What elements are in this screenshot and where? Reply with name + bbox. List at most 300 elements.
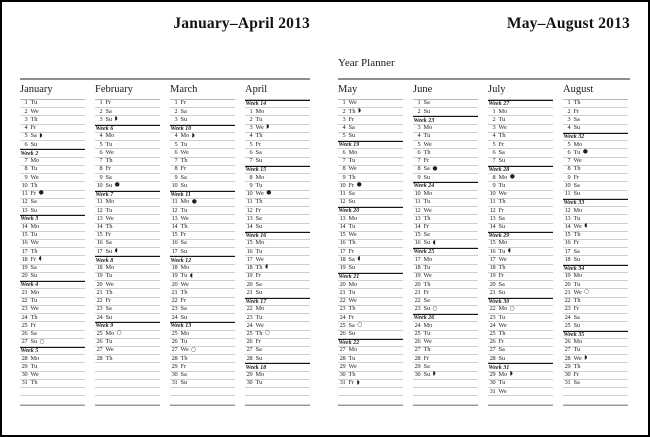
weekday-label: Su xyxy=(255,222,263,230)
day-row xyxy=(170,108,235,116)
day-number: 13 xyxy=(246,214,253,222)
day-number: 9 xyxy=(99,173,103,181)
weekday-label: We xyxy=(423,140,432,148)
day-number: 21 xyxy=(414,288,421,296)
day-row xyxy=(245,265,310,273)
day-number: 22 xyxy=(564,297,571,305)
day-row xyxy=(488,174,553,182)
weekday-label: Mo xyxy=(348,214,358,222)
weekday-label: Mo xyxy=(423,255,433,263)
weekday-label: Fr xyxy=(30,321,37,329)
day-number: 1 xyxy=(249,107,253,115)
day-number: 3 xyxy=(249,124,253,132)
weekday-label: Su xyxy=(255,354,263,362)
day-row xyxy=(95,182,160,190)
day-number: 17 xyxy=(21,247,28,255)
week-number-label: Week 16 xyxy=(245,232,267,239)
week-number-label: Week 30 xyxy=(488,298,510,305)
day-row xyxy=(245,322,310,330)
day-row xyxy=(338,265,403,273)
day-row xyxy=(488,372,553,380)
day-row xyxy=(95,265,160,273)
day-number: 24 xyxy=(246,321,253,329)
weekday-label: Fr xyxy=(105,297,112,305)
day-number: 23 xyxy=(171,305,178,313)
weekday-label: Sa xyxy=(180,239,187,247)
day-number: 31 xyxy=(339,379,346,387)
month-rows xyxy=(338,100,403,406)
day-number: 17 xyxy=(246,255,253,263)
day-row xyxy=(95,273,160,281)
day-row xyxy=(95,108,160,116)
day-number: 4 xyxy=(174,132,178,140)
week-number-label: Week 2 xyxy=(20,150,39,157)
day-row xyxy=(338,380,403,388)
empty-row xyxy=(488,396,553,404)
day-row xyxy=(338,158,403,166)
day-row xyxy=(413,322,478,330)
weekday-label: Su xyxy=(423,305,431,313)
day-number: 8 xyxy=(174,165,178,173)
empty-row xyxy=(95,372,160,380)
day-row xyxy=(338,363,403,371)
weekday-label: Th xyxy=(105,354,113,362)
day-row xyxy=(170,149,235,157)
weekday-label: Fr xyxy=(180,165,187,173)
day-number: 21 xyxy=(246,288,253,296)
week-number-label: Week 3 xyxy=(20,216,39,223)
day-number: 29 xyxy=(564,362,571,370)
week-number-label: Week 11 xyxy=(170,191,191,198)
day-row xyxy=(338,281,403,289)
day-number: 12 xyxy=(246,206,253,214)
week-number-row xyxy=(488,232,553,240)
day-row xyxy=(488,331,553,339)
weekday-label: Mo xyxy=(423,190,433,198)
day-row xyxy=(245,108,310,116)
day-number: 2 xyxy=(24,107,28,115)
day-number: 20 xyxy=(489,280,496,288)
weekday-label: Su xyxy=(423,371,431,379)
weekday-label: Sa xyxy=(498,214,505,222)
week-number-row xyxy=(488,298,553,306)
weekday-label: Sa xyxy=(255,346,262,354)
day-row xyxy=(95,199,160,207)
weekday-label: Fr xyxy=(180,362,187,370)
day-row xyxy=(170,331,235,339)
week-number-row xyxy=(95,191,160,199)
weekday-label: We xyxy=(105,148,114,156)
day-number: 8 xyxy=(417,165,421,173)
day-number: 21 xyxy=(489,288,496,296)
weekday-label: Fr xyxy=(573,173,580,181)
full-moon-icon: ○ xyxy=(116,330,122,337)
day-row xyxy=(245,125,310,133)
full-moon-icon: ○ xyxy=(357,322,363,329)
month-column-june xyxy=(413,80,478,406)
day-row xyxy=(413,273,478,281)
weekday-label: Fr xyxy=(498,206,505,214)
week-number-row xyxy=(338,273,403,281)
weekday-label: Su xyxy=(105,181,113,189)
day-row xyxy=(20,289,85,297)
day-number: 19 xyxy=(564,272,571,280)
weekday-label: Sa xyxy=(498,148,505,156)
weekday-label: Fr xyxy=(105,99,112,107)
full-moon-icon: ○ xyxy=(39,338,45,345)
weekday-label: We xyxy=(498,190,507,198)
weekday-label: Fr xyxy=(255,272,262,280)
day-number: 29 xyxy=(339,362,346,370)
day-number: 5 xyxy=(342,132,346,140)
weekday-label: Su xyxy=(423,173,431,181)
weekday-label: Fr xyxy=(348,247,355,255)
weekday-label: We xyxy=(180,148,189,156)
day-number: 13 xyxy=(21,206,28,214)
empty-row xyxy=(413,388,478,396)
day-number: 18 xyxy=(171,264,178,272)
weekday-label: Mo xyxy=(498,305,508,313)
day-number: 24 xyxy=(21,313,28,321)
day-number: 12 xyxy=(339,198,346,206)
weekday-label: Tu xyxy=(423,198,431,206)
day-row xyxy=(170,372,235,380)
week-number-row xyxy=(488,363,553,371)
week-number-label: Week 26 xyxy=(413,315,435,322)
day-number: 1 xyxy=(417,99,421,107)
weekday-label: Fr xyxy=(180,99,187,107)
week-number-row xyxy=(245,166,310,174)
day-row xyxy=(170,380,235,388)
day-row xyxy=(20,224,85,232)
day-number: 14 xyxy=(339,222,346,230)
day-row xyxy=(170,199,235,207)
weekday-label: Sa xyxy=(423,297,430,305)
weekday-label: Su xyxy=(573,255,581,263)
day-row xyxy=(413,265,478,273)
day-row xyxy=(488,224,553,232)
day-number: 10 xyxy=(171,181,178,189)
weekday-label: We xyxy=(348,165,357,173)
day-row xyxy=(488,265,553,273)
day-row xyxy=(20,141,85,149)
day-row xyxy=(563,215,628,223)
weekday-label: Tu xyxy=(30,165,38,173)
weekday-label: Tu xyxy=(105,272,113,280)
day-number: 21 xyxy=(339,288,346,296)
day-row xyxy=(170,100,235,108)
weekday-label: Mo xyxy=(105,132,115,140)
weekday-label: Th xyxy=(30,379,38,387)
day-number: 13 xyxy=(96,214,103,222)
week-number-row xyxy=(95,322,160,330)
day-row xyxy=(245,199,310,207)
months-grid xyxy=(20,80,310,406)
weekday-label: Th xyxy=(423,214,431,222)
day-number: 14 xyxy=(564,222,571,230)
day-row xyxy=(413,240,478,248)
day-row xyxy=(413,207,478,215)
week-number-row xyxy=(20,215,85,223)
full-moon-icon: ○ xyxy=(265,330,271,337)
day-number: 14 xyxy=(96,222,103,230)
day-number: 11 xyxy=(21,190,28,198)
weekday-label: Tu xyxy=(423,264,431,272)
day-row xyxy=(20,256,85,264)
day-row xyxy=(95,248,160,256)
day-row xyxy=(563,314,628,322)
day-number: 20 xyxy=(339,280,346,288)
day-number: 22 xyxy=(96,297,103,305)
day-row xyxy=(563,289,628,297)
day-row xyxy=(413,174,478,182)
day-row xyxy=(170,355,235,363)
last-quarter-moon-icon: ◗ xyxy=(114,116,118,123)
weekday-label: Th xyxy=(498,264,506,272)
weekday-label: Su xyxy=(180,313,188,321)
weekday-label: Th xyxy=(255,132,263,140)
day-row xyxy=(95,207,160,215)
left-page xyxy=(20,0,310,437)
day-row xyxy=(20,265,85,273)
day-row xyxy=(488,240,553,248)
week-number-row xyxy=(488,166,553,174)
weekday-label: Fr xyxy=(498,338,505,346)
month-name: March xyxy=(170,80,235,100)
day-row xyxy=(170,232,235,240)
page-title: May–August 2013 xyxy=(506,15,630,32)
weekday-label: Su xyxy=(105,115,113,123)
weekday-label: Tu xyxy=(498,313,506,321)
weekday-label: Su xyxy=(30,140,38,148)
day-row xyxy=(170,215,235,223)
day-row xyxy=(413,298,478,306)
weekday-label: Su xyxy=(30,206,38,214)
day-row xyxy=(245,141,310,149)
day-number: 23 xyxy=(339,305,346,313)
week-number-row xyxy=(245,232,310,240)
day-number: 19 xyxy=(414,272,421,280)
day-number: 22 xyxy=(21,297,28,305)
day-number: 24 xyxy=(171,313,178,321)
day-number: 27 xyxy=(21,338,28,346)
weekday-label: Mo xyxy=(180,132,190,140)
weekday-label: Sa xyxy=(573,247,580,255)
day-number: 9 xyxy=(249,181,253,189)
weekday-label: Tu xyxy=(348,157,356,165)
weekday-label: Th xyxy=(255,198,263,206)
weekday-label: Mo xyxy=(498,173,508,181)
day-number: 4 xyxy=(567,124,571,132)
day-number: 17 xyxy=(564,247,571,255)
day-number: 19 xyxy=(96,272,103,280)
week-number-label: Week 4 xyxy=(20,282,39,289)
weekday-label: We xyxy=(348,99,357,107)
week-number-row xyxy=(20,281,85,289)
day-row xyxy=(20,232,85,240)
day-number: 3 xyxy=(174,115,178,123)
day-row xyxy=(95,306,160,314)
weekday-label: Mo xyxy=(348,280,358,288)
last-quarter-moon-icon: ◗ xyxy=(191,132,195,139)
weekday-label: Th xyxy=(180,354,188,362)
day-number: 16 xyxy=(414,239,421,247)
day-row xyxy=(413,281,478,289)
day-row xyxy=(563,125,628,133)
weekday-label: Mo xyxy=(498,107,508,115)
weekday-label: We xyxy=(573,157,582,165)
weekday-label: Su xyxy=(423,239,431,247)
day-number: 27 xyxy=(339,346,346,354)
weekday-label: Tu xyxy=(105,338,113,346)
first-quarter-moon-icon: ◖ xyxy=(265,264,269,271)
day-number: 11 xyxy=(489,198,496,206)
day-row xyxy=(245,116,310,124)
weekday-label: Tu xyxy=(255,379,263,387)
day-number: 8 xyxy=(342,165,346,173)
week-number-row xyxy=(413,116,478,124)
day-row xyxy=(95,232,160,240)
day-number: 18 xyxy=(339,255,346,263)
weekday-label: Tu xyxy=(423,132,431,140)
day-number: 16 xyxy=(171,239,178,247)
day-number: 4 xyxy=(24,124,28,132)
day-number: 25 xyxy=(171,330,178,338)
day-number: 6 xyxy=(417,148,421,156)
weekday-label: We xyxy=(498,321,507,329)
day-number: 21 xyxy=(171,288,178,296)
day-number: 31 xyxy=(171,379,178,387)
day-number: 9 xyxy=(342,173,346,181)
weekday-label: Su xyxy=(498,157,506,165)
weekday-label: Su xyxy=(348,132,356,140)
day-row xyxy=(20,133,85,141)
weekday-label: Sa xyxy=(423,165,430,173)
day-row xyxy=(20,372,85,380)
day-row xyxy=(170,207,235,215)
day-number: 2 xyxy=(174,107,178,115)
weekday-label: Th xyxy=(498,132,506,140)
day-row xyxy=(563,372,628,380)
day-row xyxy=(488,322,553,330)
day-number: 19 xyxy=(339,264,346,272)
weekday-label: Sa xyxy=(348,321,355,329)
weekday-label: Th xyxy=(180,288,188,296)
day-number: 3 xyxy=(417,124,421,132)
day-number: 29 xyxy=(21,362,28,370)
day-number: 26 xyxy=(171,338,178,346)
weekday-label: Tu xyxy=(30,231,38,239)
day-row xyxy=(95,149,160,157)
weekday-label: Th xyxy=(348,173,356,181)
weekday-label: Mo xyxy=(348,148,358,156)
weekday-label: Su xyxy=(498,288,506,296)
day-number: 20 xyxy=(96,280,103,288)
day-number: 1 xyxy=(567,99,571,107)
day-row xyxy=(338,174,403,182)
weekday-label: Tu xyxy=(498,379,506,387)
day-number: 16 xyxy=(96,239,103,247)
day-row xyxy=(488,141,553,149)
weekday-label: Fr xyxy=(423,222,430,230)
week-number-row xyxy=(413,314,478,322)
weekday-label: Fr xyxy=(30,124,37,132)
day-row xyxy=(95,166,160,174)
new-moon-icon: ● xyxy=(38,190,44,197)
day-row xyxy=(563,380,628,388)
weekday-label: Tu xyxy=(348,354,356,362)
day-row xyxy=(95,100,160,108)
day-row xyxy=(170,306,235,314)
day-number: 18 xyxy=(489,264,496,272)
day-number: 7 xyxy=(99,157,103,165)
weekday-label: Fr xyxy=(30,190,37,198)
day-number: 27 xyxy=(564,346,571,354)
day-number: 24 xyxy=(489,321,496,329)
day-number: 1 xyxy=(99,99,103,107)
weekday-label: Tu xyxy=(30,99,38,107)
day-number: 6 xyxy=(174,148,178,156)
weekday-label: We xyxy=(30,371,39,379)
weekday-label: Fr xyxy=(180,231,187,239)
day-row xyxy=(413,166,478,174)
weekday-label: Th xyxy=(348,107,356,115)
week-number-label: Week 29 xyxy=(488,232,510,239)
day-row xyxy=(563,191,628,199)
day-number: 30 xyxy=(564,371,571,379)
week-number-row xyxy=(245,298,310,306)
day-row xyxy=(20,273,85,281)
day-row xyxy=(488,314,553,322)
day-row xyxy=(20,108,85,116)
day-row xyxy=(20,125,85,133)
weekday-label: Mo xyxy=(573,338,583,346)
weekday-label: We xyxy=(255,190,264,198)
weekday-label: We xyxy=(105,280,114,288)
day-row xyxy=(170,141,235,149)
month-column-march xyxy=(170,80,235,406)
weekday-label: Fr xyxy=(348,115,355,123)
day-number: 28 xyxy=(246,354,253,362)
week-number-label: Week 25 xyxy=(413,249,435,256)
day-number: 25 xyxy=(564,321,571,329)
day-row xyxy=(20,166,85,174)
month-rows xyxy=(95,100,160,406)
day-row xyxy=(413,289,478,297)
weekday-label: Su xyxy=(105,313,113,321)
day-number: 5 xyxy=(492,140,496,148)
day-row xyxy=(20,199,85,207)
weekday-label: Th xyxy=(423,280,431,288)
week-number-row xyxy=(338,141,403,149)
day-row xyxy=(245,347,310,355)
weekday-label: We xyxy=(30,239,39,247)
weekday-label: Fr xyxy=(573,239,580,247)
weekday-label: Tu xyxy=(255,313,263,321)
weekday-label: Fr xyxy=(180,297,187,305)
week-number-label: Week 31 xyxy=(488,364,510,371)
week-number-label: Week 6 xyxy=(95,125,114,132)
day-number: 17 xyxy=(171,247,178,255)
day-row xyxy=(563,363,628,371)
day-number: 17 xyxy=(414,255,421,263)
day-row xyxy=(563,158,628,166)
day-number: 28 xyxy=(21,354,28,362)
weekday-label: Tu xyxy=(573,148,581,156)
weekday-label: Tu xyxy=(105,140,113,148)
weekday-label: Tu xyxy=(180,338,188,346)
month-column-july xyxy=(488,80,553,406)
